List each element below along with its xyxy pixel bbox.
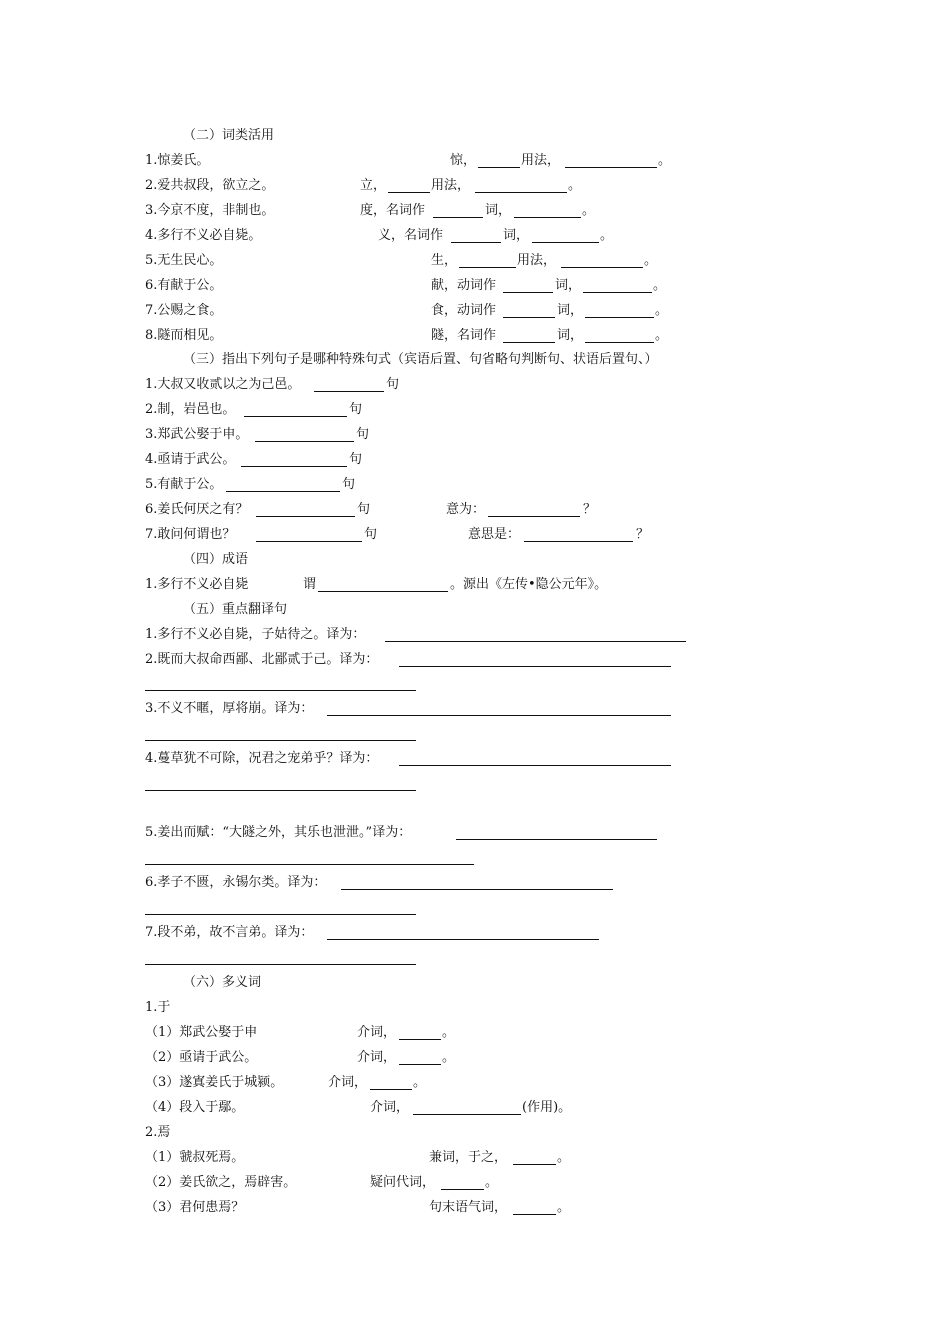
polysemy-example: （2）亟请于武公。 xyxy=(145,1050,258,1065)
answer-blank[interactable] xyxy=(244,416,347,417)
answer-blank[interactable] xyxy=(413,1114,521,1115)
answer-blank[interactable] xyxy=(565,167,657,168)
polysemy-example: （1）郑武公娶于申 xyxy=(145,1025,258,1040)
question-prompt: 词， xyxy=(557,303,584,318)
question-text: 4.多行不义必自毙。 xyxy=(145,228,262,243)
answer-blank[interactable] xyxy=(451,242,501,243)
source-note: 。源出《左传•隐公元年》。 xyxy=(450,577,608,592)
question-suffix: 句 xyxy=(349,452,363,467)
question-prompt: 用法， xyxy=(431,178,471,193)
punctuation: 。 xyxy=(568,178,582,193)
question-text: 2.制，岩邑也。 xyxy=(145,402,236,417)
answer-blank[interactable] xyxy=(441,1189,484,1190)
answer-line[interactable] xyxy=(145,690,416,691)
answer-blank[interactable] xyxy=(314,391,384,392)
answer-blank[interactable] xyxy=(370,1089,412,1090)
answer-blank[interactable] xyxy=(256,516,355,517)
answer-blank[interactable] xyxy=(488,516,580,517)
question-text: 2.爱共叔段，欲立之。 xyxy=(145,178,275,193)
question-prompt: 义，名词作 xyxy=(378,228,444,243)
question-text: 3.今京不度，非制也。 xyxy=(145,203,275,218)
polysemy-example: （1）虢叔死焉。 xyxy=(145,1150,245,1165)
answer-blank[interactable] xyxy=(583,292,652,293)
answer-blank[interactable] xyxy=(513,1214,556,1215)
question-suffix: 句 xyxy=(356,427,370,442)
polysemy-prompt: 疑问代词， xyxy=(370,1175,436,1190)
question-suffix: 句 xyxy=(364,527,378,542)
question-text: 1.多行不义必自毙 xyxy=(145,577,249,592)
question-text: 5.无生民心。 xyxy=(145,253,223,268)
answer-line[interactable] xyxy=(145,790,416,791)
question-text: 7.敢问何谓也？ xyxy=(145,527,236,542)
translation-question: 7.段不弟，故不言弟。译为： xyxy=(145,925,314,940)
punctuation: 。 xyxy=(442,1025,456,1040)
polysemy-prompt: 介词， xyxy=(370,1100,410,1115)
translation-question: 6.孝子不匮，永锡尔类。译为： xyxy=(145,875,327,890)
translation-question: 5.姜出而赋：“大隧之外，其乐也泄泄。”译为： xyxy=(145,825,412,840)
answer-blank[interactable] xyxy=(478,167,520,168)
question-suffix: 句 xyxy=(386,377,400,392)
answer-blank[interactable] xyxy=(585,342,654,343)
question-prompt: 度，名词作 xyxy=(360,203,426,218)
question-text: 8.隧而相见。 xyxy=(145,328,223,343)
polysemy-prompt: 介词， xyxy=(328,1075,368,1090)
punctuation: 。 xyxy=(413,1075,427,1090)
punctuation: 。 xyxy=(655,328,669,343)
polysemy-prompt: 兼词，于之， xyxy=(429,1150,508,1165)
answer-line[interactable] xyxy=(145,964,416,965)
answer-line[interactable] xyxy=(145,914,416,915)
function-note: (作用)。 xyxy=(522,1100,572,1115)
answer-blank[interactable] xyxy=(532,242,599,243)
question-prompt: 谓 xyxy=(303,577,317,592)
question-prompt: 词， xyxy=(555,278,582,293)
question-text: 4.亟请于武公。 xyxy=(145,452,236,467)
polysemy-example: （4）段入于鄢。 xyxy=(145,1100,245,1115)
question-text: 5.有献于公。 xyxy=(145,477,223,492)
answer-blank[interactable] xyxy=(255,441,354,442)
translation-question: 4.蔓草犹不可除，况君之宠弟乎？译为： xyxy=(145,751,379,766)
section-title-idioms: （四）成语 xyxy=(183,552,249,567)
question-prompt: 词， xyxy=(503,228,530,243)
answer-blank[interactable] xyxy=(226,491,340,492)
question-suffix: 句 xyxy=(342,477,356,492)
punctuation: 。 xyxy=(600,228,614,243)
answer-blank[interactable] xyxy=(399,1039,441,1040)
question-prompt: 献，动词作 xyxy=(431,278,497,293)
answer-blank[interactable] xyxy=(475,192,567,193)
section-title-word-usage: （二）词类活用 xyxy=(183,128,275,143)
punctuation: ？ xyxy=(636,527,650,542)
answer-blank[interactable] xyxy=(503,317,555,318)
answer-line[interactable] xyxy=(399,765,671,766)
answer-blank[interactable] xyxy=(241,466,347,467)
polysemy-prompt: 介词， xyxy=(357,1050,397,1065)
translation-question: 1.多行不义必自毙，子姑待之。译为： xyxy=(145,627,366,642)
question-prompt: 生， xyxy=(431,253,458,268)
question-prompt: 用法， xyxy=(521,153,561,168)
punctuation: 。 xyxy=(485,1175,499,1190)
section-title-polysemy: （六）多义词 xyxy=(183,975,262,990)
answer-line[interactable] xyxy=(456,839,657,840)
answer-blank[interactable] xyxy=(585,317,654,318)
polysemy-example: （3）遂寘姜氏于城颍。 xyxy=(145,1075,284,1090)
meaning-prompt: 意为： xyxy=(446,502,486,517)
meaning-prompt: 意思是： xyxy=(468,527,521,542)
question-text: 3.郑武公娶于申。 xyxy=(145,427,249,442)
answer-line[interactable] xyxy=(341,889,613,890)
answer-line[interactable] xyxy=(385,641,686,642)
question-prompt: 立， xyxy=(360,178,387,193)
answer-blank[interactable] xyxy=(318,591,448,592)
polysemy-example: （3）君何患焉？ xyxy=(145,1200,245,1215)
question-prompt: 词， xyxy=(485,203,512,218)
question-prompt: 词， xyxy=(557,328,584,343)
answer-blank[interactable] xyxy=(524,541,633,542)
section-title-sentence-patterns: （三）指出下列句子是哪种特殊句式（宾语后置、句省略句判断句、状语后置句、） xyxy=(183,352,658,367)
answer-blank[interactable] xyxy=(388,192,430,193)
question-text: 7.公赐之食。 xyxy=(145,303,223,318)
answer-blank[interactable] xyxy=(399,1064,441,1065)
section-title-translation: （五）重点翻译句 xyxy=(183,602,288,617)
answer-blank[interactable] xyxy=(513,1164,556,1165)
polysemy-prompt: 句末语气词， xyxy=(429,1200,508,1215)
answer-line[interactable] xyxy=(327,939,599,940)
punctuation: 。 xyxy=(655,303,669,318)
answer-blank[interactable] xyxy=(256,541,362,542)
question-prompt: 用法， xyxy=(517,253,557,268)
punctuation: 。 xyxy=(582,203,596,218)
punctuation: 。 xyxy=(442,1050,456,1065)
question-text: 6.姜氏何厌之有？ xyxy=(145,502,249,517)
question-suffix: 句 xyxy=(357,502,371,517)
question-prompt: 隧，名词作 xyxy=(431,328,497,343)
answer-line[interactable] xyxy=(327,715,671,716)
answer-line[interactable] xyxy=(145,864,474,865)
translation-question: 2.既而大叔命西鄙、北鄙贰于己。译为： xyxy=(145,652,379,667)
polysemy-word-heading: 2.焉 xyxy=(145,1125,171,1140)
answer-line[interactable] xyxy=(399,666,671,667)
polysemy-word-heading: 1.于 xyxy=(145,1000,171,1015)
punctuation: 。 xyxy=(644,253,658,268)
punctuation: 。 xyxy=(557,1150,571,1165)
answer-blank[interactable] xyxy=(514,217,581,218)
punctuation: 。 xyxy=(658,153,672,168)
punctuation: ？ xyxy=(583,502,597,517)
punctuation: 。 xyxy=(557,1200,571,1215)
question-text: 1.大叔又收贰以之为己邑。 xyxy=(145,377,301,392)
punctuation: 。 xyxy=(653,278,667,293)
polysemy-prompt: 介词， xyxy=(357,1025,397,1040)
answer-blank[interactable] xyxy=(433,217,483,218)
answer-blank[interactable] xyxy=(503,292,553,293)
question-text: 1.惊姜氏。 xyxy=(145,153,210,168)
question-prompt: 惊， xyxy=(450,153,477,168)
answer-line[interactable] xyxy=(145,740,416,741)
answer-blank[interactable] xyxy=(561,267,643,268)
question-prompt: 食，动词作 xyxy=(431,303,497,318)
question-suffix: 句 xyxy=(349,402,363,417)
polysemy-example: （2）姜氏欲之，焉辟害。 xyxy=(145,1175,297,1190)
answer-blank[interactable] xyxy=(459,267,516,268)
question-text: 6.有献于公。 xyxy=(145,278,223,293)
answer-blank[interactable] xyxy=(503,342,555,343)
translation-question: 3.不义不暱，厚将崩。译为： xyxy=(145,701,314,716)
